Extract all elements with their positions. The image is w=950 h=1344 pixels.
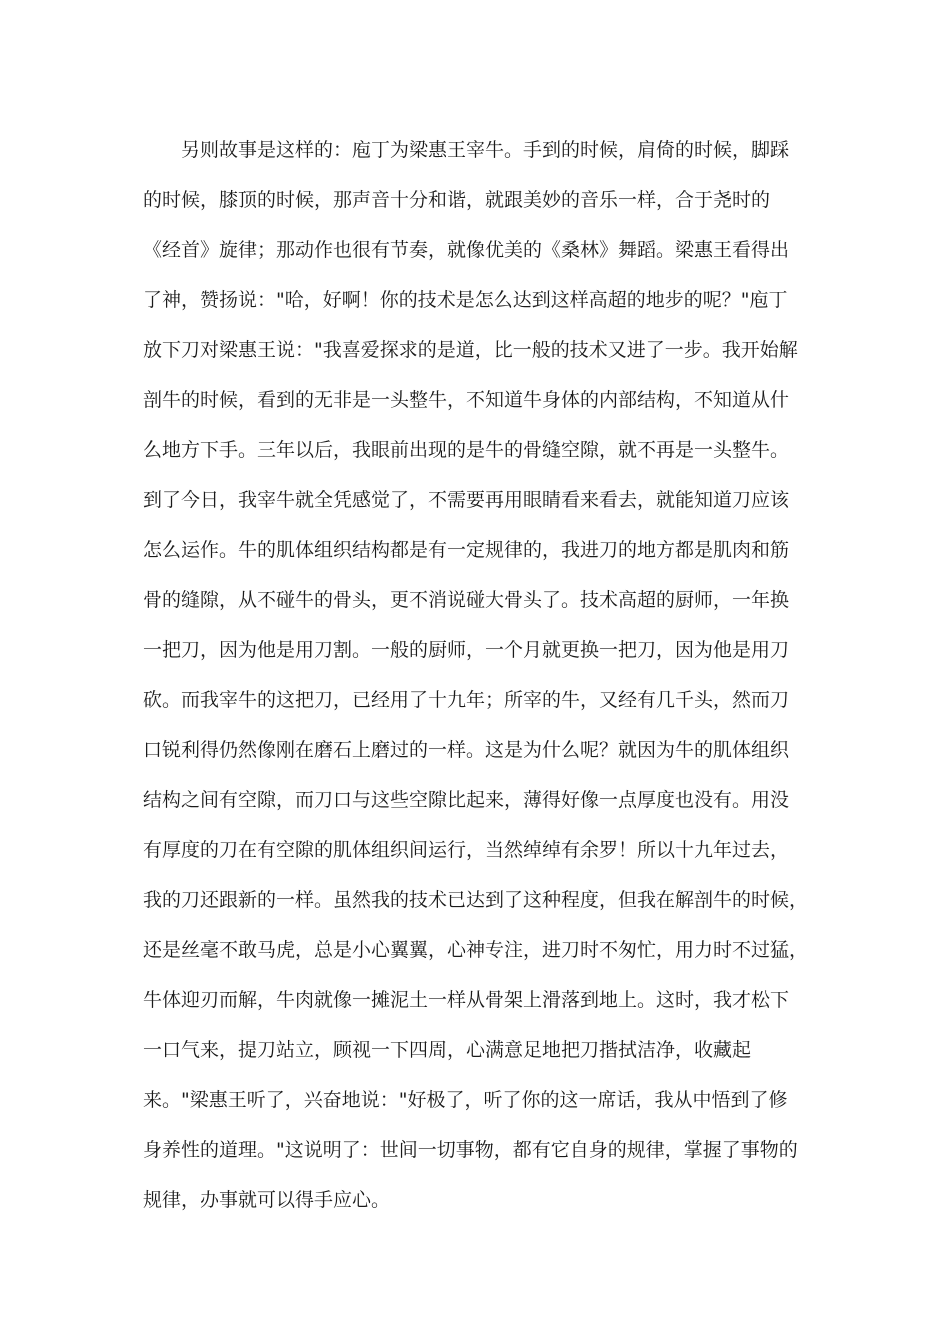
paragraph-line: 一把刀，因为他是用刀割。一般的厨师，一个月就更换一把刀，因为他是用刀 [143, 639, 790, 661]
paragraph-line: 了神，赞扬说："哈，好啊！你的技术是怎么达到这样高超的地步的呢？"庖丁 [143, 289, 788, 311]
paragraph-line: 身养性的道理。"这说明了：世间一切事物，都有它自身的规律，掌握了事物的 [143, 1139, 798, 1161]
paragraph-line: 到了今日，我宰牛就全凭感觉了，不需要再用眼睛看来看去，就能知道刀应该 [143, 489, 790, 511]
paragraph-line: 《经首》旋律；那动作也很有节奏，就像优美的《桑林》舞蹈。梁惠王看得出 [143, 239, 790, 261]
paragraph-line: 么地方下手。三年以后，我眼前出现的是牛的骨缝空隙，就不再是一头整牛。 [143, 439, 790, 461]
paragraph-line: 规律，办事就可以得手应心。 [143, 1189, 391, 1211]
paragraph-line: 还是丝毫不敢马虎，总是小心翼翼，心神专注，进刀时不匆忙，用力时不过猛， [143, 939, 809, 961]
body-paragraph [143, 130, 808, 1230]
paragraph-line: 放下刀对梁惠王说："我喜爱探求的是道，比一般的技术又进了一步。我开始解 [143, 339, 798, 361]
paragraph-line: 另则故事是这样的：庖丁为梁惠王宰牛。手到的时候，肩倚的时候，脚踩 [181, 139, 790, 161]
paragraph-line: 口锐利得仍然像刚在磨石上磨过的一样。这是为什么呢？就因为牛的肌体组织 [143, 739, 790, 761]
paragraph-line: 我的刀还跟新的一样。虽然我的技术已达到了这种程度，但我在解剖牛的时候， [143, 889, 809, 911]
paragraph-line: 的时候，膝顶的时候，那声音十分和谐，就跟美妙的音乐一样，合于尧时的 [143, 189, 771, 211]
paragraph-line: 一口气来，提刀站立，顾视一下四周，心满意足地把刀揩拭洁净，收藏起 [143, 1039, 752, 1061]
paragraph-line: 怎么运作。牛的肌体组织结构都是有一定规律的，我进刀的地方都是肌肉和筋 [143, 539, 790, 561]
paragraph-line: 结构之间有空隙，而刀口与这些空隙比起来，薄得好像一点厚度也没有。用没 [143, 789, 790, 811]
paragraph-line: 来。"梁惠王听了，兴奋地说："好极了，听了你的这一席话，我从中悟到了修 [143, 1089, 788, 1111]
paragraph-line: 有厚度的刀在有空隙的肌体组织间运行，当然绰绰有余罗！所以十九年过去， [143, 839, 790, 861]
paragraph-line: 剖牛的时候，看到的无非是一头整牛，不知道牛身体的内部结构，不知道从什 [143, 389, 790, 411]
paragraph-line: 牛体迎刃而解，牛肉就像一摊泥土一样从骨架上滑落到地上。这时，我才松下 [143, 989, 790, 1011]
paragraph-line: 砍。而我宰牛的这把刀，已经用了十九年；所宰的牛，又经有几千头，然而刀 [143, 689, 790, 711]
paragraph-line: 骨的缝隙，从不碰牛的骨头，更不消说碰大骨头了。技术高超的厨师，一年换 [143, 589, 790, 611]
